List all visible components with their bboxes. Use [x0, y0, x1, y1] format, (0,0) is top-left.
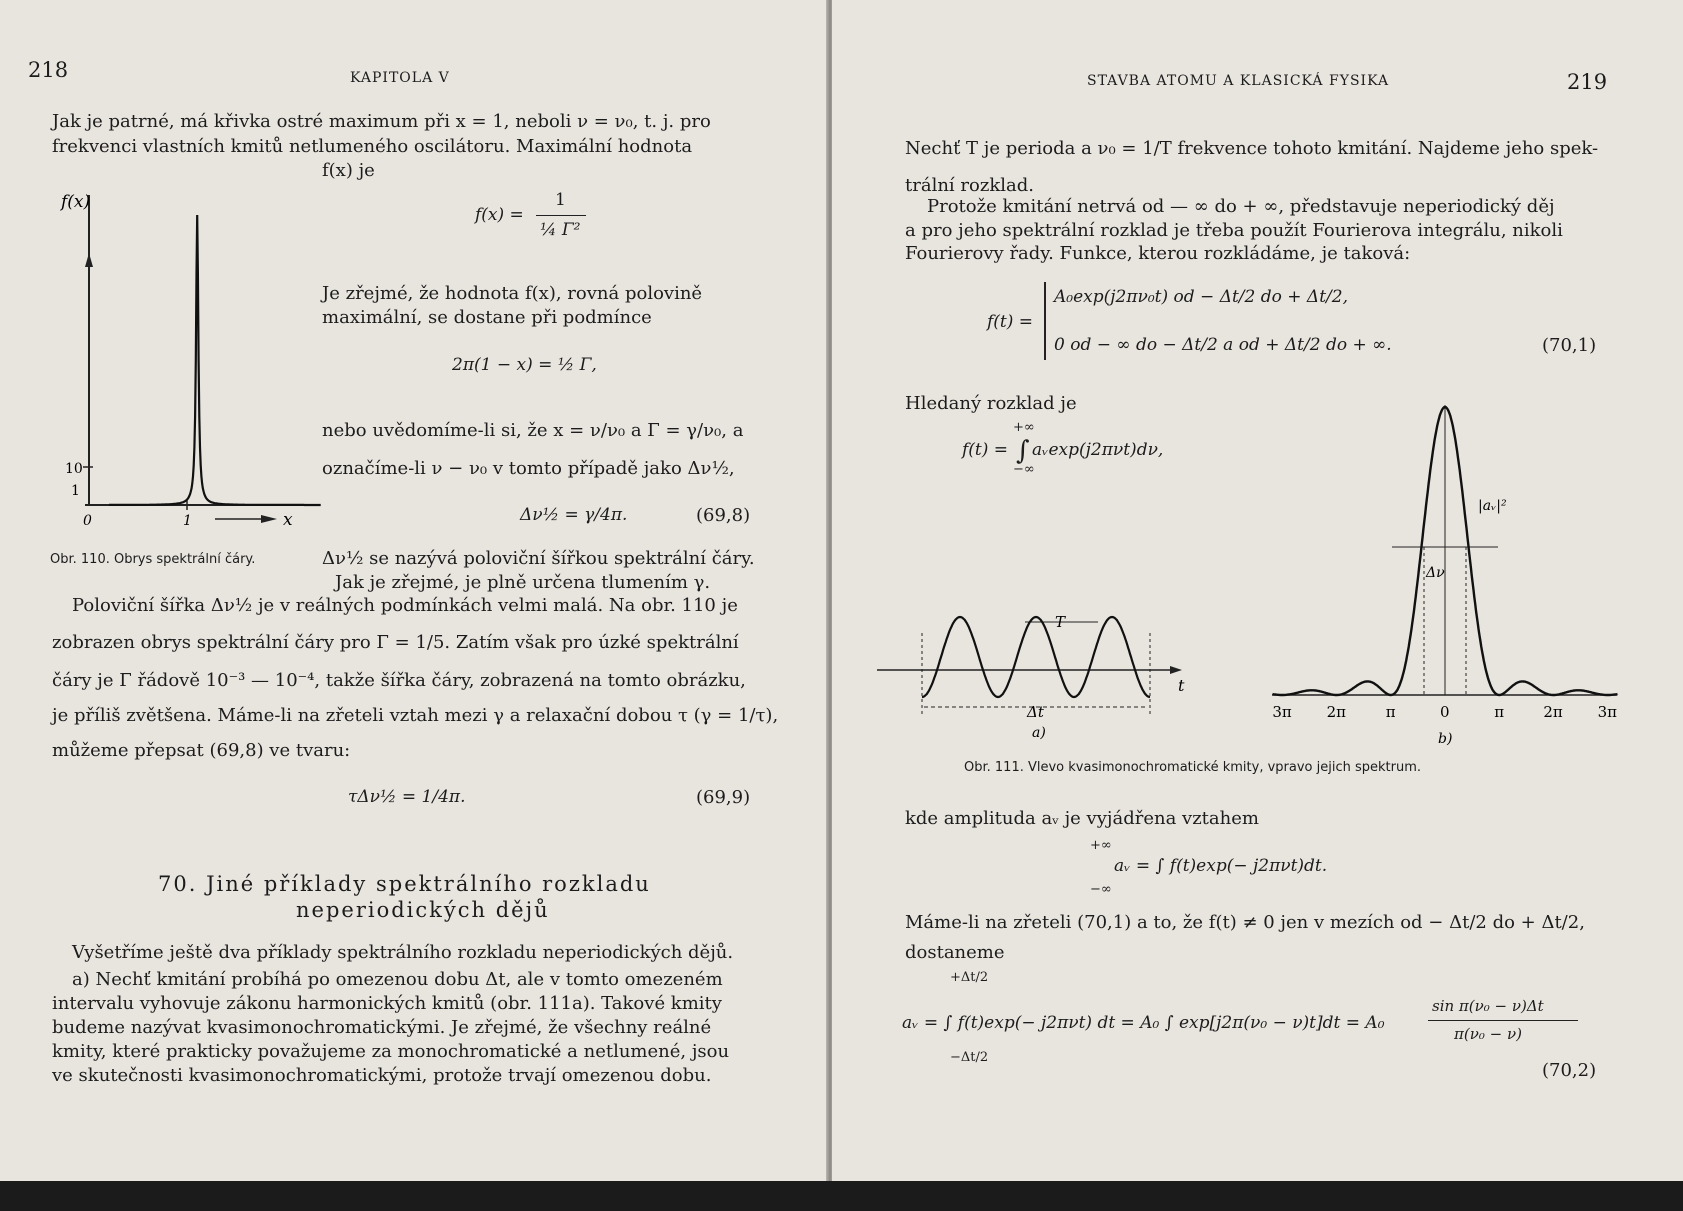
- amplitude-label: |aᵥ|²: [1478, 498, 1507, 514]
- equation: aᵥ = ∫ f(t)exp(− j2πνt)dt.: [1114, 856, 1328, 876]
- text-line: Jak je zřejmé, je plně určena tlumením γ.: [335, 572, 711, 593]
- equation-case: A₀exp(j2πν₀t) od − Δt/2 do + Δt/2,: [1054, 287, 1348, 307]
- text-line: Fourierovy řady. Funkce, kterou rozkládáme, je taková:: [905, 243, 1411, 264]
- period-label: T: [1055, 613, 1066, 631]
- spectrum-tick-label: 3π: [1597, 703, 1618, 721]
- y-tick-label-1: 1: [71, 483, 80, 499]
- equation: aᵥ = ∫ f(t)exp(− j2πνt) dt = A₀ ∫ exp[j2π(ν₀ − ν)t]dt = A₀: [902, 1013, 1385, 1033]
- fraction-bar: [1428, 1020, 1578, 1021]
- spectrum-tick-label: π: [1385, 703, 1396, 721]
- text-line: f(x) je: [322, 160, 375, 181]
- integral-limit: +Δt/2: [950, 970, 989, 985]
- running-header: STAVBA ATOMU A KLASICKÁ FYSIKA: [1087, 73, 1390, 89]
- text-line: trální rozklad.: [905, 175, 1034, 196]
- fraction-numerator: sin π(ν₀ − ν)Δt: [1432, 997, 1544, 1015]
- text-line: ve skutečnosti kvasimonochromatickými, protože trvají omezenou dobu.: [52, 1065, 712, 1086]
- oscillation-curve: [922, 617, 1150, 697]
- text-line: dostaneme: [905, 942, 1005, 963]
- equation-number: (69,9): [696, 787, 751, 808]
- equation-numerator: 1: [555, 190, 566, 210]
- section-title: 70. Jiné příklady spektrálního rozkladu: [158, 872, 651, 896]
- subfigure-label-a: a): [1032, 725, 1046, 741]
- text-line: čáry je Γ řádově 10⁻³ — 10⁻⁴, takže šířka čáry, zobrazená na tomto obrázku,: [52, 670, 746, 691]
- text-line: intervalu vyhovuje zákonu harmonických kmitů (obr. 111a). Takové kmity: [52, 993, 722, 1014]
- text-line: Máme-li na zřeteli (70,1) a to, že f(t) ≠ 0 jen v mezích od − Δt/2 do + Δt/2,: [905, 912, 1585, 933]
- fraction-denominator: π(ν₀ − ν): [1454, 1025, 1522, 1043]
- cases-brace: [1044, 282, 1046, 360]
- equation-body: aᵥexp(j2πνt)dν,: [1032, 440, 1164, 460]
- x-tick-label-0: 0: [83, 513, 92, 529]
- x-axis-label: x: [283, 510, 293, 530]
- time-axis-label: t: [1178, 676, 1185, 695]
- text-line: Vyšetříme ještě dva příklady spektrálního rozkladu neperiodických dějů.: [72, 942, 734, 963]
- figure-111: [832, 395, 1618, 747]
- text-line: a pro jeho spektrální rozklad je třeba použít Fourierova integrálu, nikoli: [905, 220, 1563, 241]
- section-title: neperiodických dějů: [296, 898, 550, 922]
- figure-110: [45, 185, 335, 635]
- spectrum-tick-label: 2π: [1326, 703, 1347, 721]
- spectral-line-curve: [109, 215, 321, 505]
- text-line: Hledaný rozklad je: [905, 393, 1077, 414]
- equation-lhs: f(x) =: [475, 205, 524, 225]
- equation-number: (70,1): [1542, 335, 1597, 356]
- left-page: [0, 0, 828, 1181]
- page-number: 219: [1567, 70, 1608, 94]
- page-number: 218: [28, 58, 69, 82]
- spectrum-tick-label: 2π: [1543, 703, 1563, 721]
- text-line: Protože kmitání netrvá od — ∞ do + ∞, představuje neperiodický děj: [927, 196, 1555, 217]
- text-line: označíme-li ν − ν₀ v tomto případě jako Δν½,: [322, 458, 735, 479]
- integral-limit: −Δt/2: [950, 1050, 989, 1065]
- equation: 2π(1 − x) = ½ Γ,: [452, 355, 597, 375]
- delta-nu-label: Δν: [1426, 565, 1445, 581]
- text-line: Poloviční šířka Δν½ je v reálných podmínkách velmi malá. Na obr. 110 je: [72, 595, 738, 616]
- text-line: zobrazen obrys spektrální čáry pro Γ = 1/5. Zatím však pro úzké spektrální: [52, 632, 739, 653]
- text-line: Jak je patrné, má křivka ostré maximum při x = 1, neboli ν = ν₀, t. j. pro: [52, 111, 711, 132]
- spectrum-tick-label: π: [1494, 703, 1505, 721]
- x-axis-arrow: [261, 515, 277, 523]
- spectrum-ticks: [1272, 703, 1617, 721]
- y-axis-arrow: [85, 253, 93, 267]
- y-tick-label-10: 10: [65, 461, 83, 477]
- fraction-bar: [536, 215, 586, 216]
- equation: Δν½ = γ/4π.: [520, 505, 628, 525]
- time-axis-arrow: [1170, 666, 1182, 674]
- spectrum-tick-label: 0: [1440, 703, 1450, 721]
- equation-number: (69,8): [696, 505, 751, 526]
- equation-lhs: f(t) =: [987, 312, 1034, 332]
- text-line: Je zřejmé, že hodnota f(x), rovná polovině: [322, 283, 703, 304]
- text-line: kmity, které prakticky považujeme za monochromatické a netlumené, jsou: [52, 1041, 730, 1062]
- equation-denominator: ¼ Γ²: [540, 220, 581, 240]
- equation-lhs: f(t) =: [962, 440, 1009, 460]
- y-axis-label: f(x): [61, 192, 91, 212]
- running-header: KAPITOLA V: [350, 70, 450, 86]
- equation-number: (70,2): [1542, 1060, 1597, 1081]
- integral-limit: −∞: [1090, 882, 1112, 897]
- figure-caption: Obr. 110. Obrys spektrální čáry.: [50, 552, 256, 567]
- integral-limit: +∞: [1013, 420, 1035, 435]
- text-line: a) Nechť kmitání probíhá po omezenou dobu Δt, ale v tomto omezeném: [72, 969, 723, 990]
- figure-caption: Obr. 111. Vlevo kvasimonochromatické kmity, vpravo jejich spektrum.: [964, 760, 1421, 775]
- text-line: kde amplituda aᵥ je vyjádřena vztahem: [905, 808, 1259, 829]
- text-line: budeme nazývat kvasimonochromatickými. Je zřejmé, že všechny reálné: [52, 1017, 712, 1038]
- x-tick-label-1: 1: [183, 513, 192, 529]
- text-line: frekvenci vlastních kmitů netlumeného oscilátoru. Maximální hodnota: [52, 136, 693, 157]
- text-line: můžeme přepsat (69,8) ve tvaru:: [52, 740, 351, 761]
- spectrum-tick-label: 3π: [1272, 703, 1292, 721]
- text-line: Δν½ se nazývá poloviční šířkou spektrální čáry.: [322, 548, 755, 569]
- integral-limit: −∞: [1013, 462, 1035, 477]
- subfigure-label-b: b): [1438, 731, 1453, 747]
- integral-limit: +∞: [1090, 838, 1112, 853]
- equation-case: 0 od − ∞ do − Δt/2 a od + Δt/2 do + ∞.: [1054, 335, 1392, 355]
- text-line: je příliš zvětšena. Máme-li na zřeteli vztah mezi γ a relaxační dobou τ (γ = 1/τ),: [52, 705, 779, 726]
- delta-t-label: Δt: [1027, 703, 1044, 721]
- text-line: Nechť T je perioda a ν₀ = 1/T frekvence tohoto kmitání. Najdeme jeho spek-: [905, 138, 1599, 159]
- right-page: [832, 0, 1683, 1181]
- text-line: maximální, se dostane při podmínce: [322, 307, 652, 328]
- text-line: nebo uvědomíme-li si, že x = ν/ν₀ a Γ = γ/ν₀, a: [322, 420, 744, 441]
- equation: τΔν½ = 1/4π.: [348, 787, 466, 807]
- integral-sign: ∫: [1016, 436, 1030, 466]
